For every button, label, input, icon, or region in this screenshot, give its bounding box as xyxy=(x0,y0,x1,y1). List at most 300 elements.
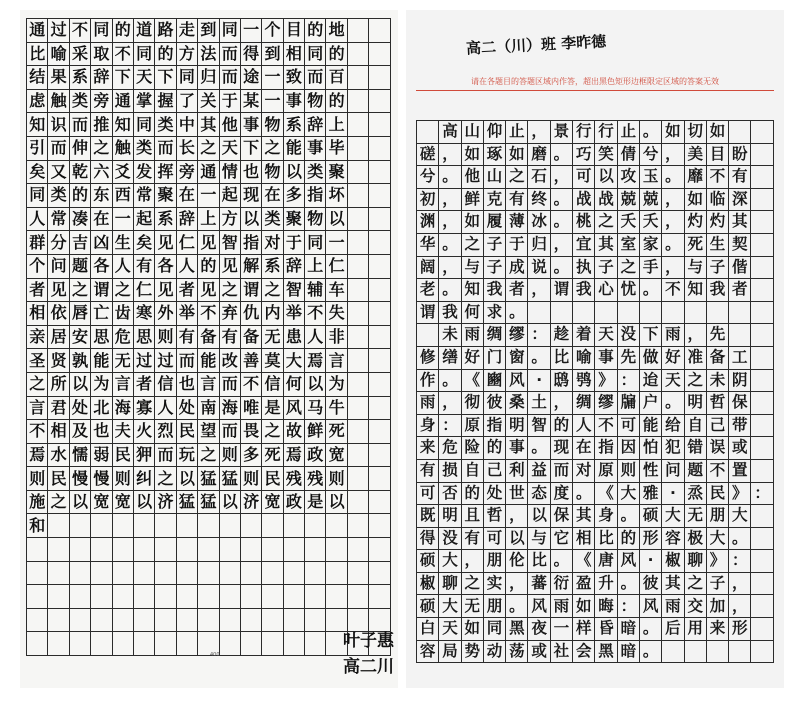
grid-cell: 指 xyxy=(595,437,617,460)
grid-cell: 会 xyxy=(573,641,595,664)
grid-cell: ， xyxy=(439,257,461,280)
grid-cell: 户 xyxy=(640,392,662,415)
grid-cell: ： xyxy=(618,370,640,393)
grid-cell: 相 xyxy=(573,528,595,551)
grid-cell: 见 xyxy=(220,255,241,279)
grid-cell: ， xyxy=(551,234,573,257)
grid-cell xyxy=(91,632,112,656)
grid-cell: 走 xyxy=(177,19,198,43)
grid-cell: 不 xyxy=(241,373,262,397)
grid-cell: 玩 xyxy=(177,444,198,468)
grid-cell xyxy=(220,609,241,633)
grid-cell xyxy=(369,326,390,350)
grid-cell xyxy=(348,491,369,515)
grid-cell: 雨 xyxy=(417,392,439,415)
grid-cell: 聊 xyxy=(685,550,707,573)
grid-cell: 一 xyxy=(198,184,219,208)
grid-cell: 性 xyxy=(640,460,662,483)
grid-cell: 之 xyxy=(262,420,283,444)
grid-cell xyxy=(48,514,69,538)
grid-cell: 一 xyxy=(262,66,283,90)
grid-cell: 同 xyxy=(91,19,112,43)
grid-cell: 见 xyxy=(198,231,219,255)
grid-cell xyxy=(134,632,155,656)
grid-cell: 事 xyxy=(284,90,305,114)
grid-cell: 北 xyxy=(91,397,112,421)
grid-cell: 猛 xyxy=(177,491,198,515)
grid-cell: ， xyxy=(551,166,573,189)
grid-cell xyxy=(27,538,48,562)
grid-cell: 者 xyxy=(177,279,198,303)
grid-cell: 残 xyxy=(284,467,305,491)
grid-cell: 天 xyxy=(595,324,617,347)
grid-cell: 何 xyxy=(284,373,305,397)
grid-cell: ： xyxy=(618,595,640,618)
grid-cell: 车 xyxy=(326,279,347,303)
grid-cell: 盈 xyxy=(573,573,595,596)
grid-cell: ， xyxy=(439,392,461,415)
grid-cell xyxy=(369,585,390,609)
grid-cell: 唐 xyxy=(595,550,617,573)
grid-cell: 大 xyxy=(729,505,751,528)
grid-cell: 致 xyxy=(284,66,305,90)
grid-cell xyxy=(369,255,390,279)
grid-cell xyxy=(155,562,176,586)
grid-cell: 亲 xyxy=(27,326,48,350)
grid-cell: 于 xyxy=(220,90,241,114)
grid-cell xyxy=(27,632,48,656)
grid-cell xyxy=(348,538,369,562)
grid-cell: 法 xyxy=(198,43,219,67)
grid-cell xyxy=(369,184,390,208)
grid-cell: 信 xyxy=(262,373,283,397)
grid-cell xyxy=(262,609,283,633)
grid-cell: 。 xyxy=(528,437,550,460)
grid-cell: 而 xyxy=(177,349,198,373)
grid-cell: 和 xyxy=(27,514,48,538)
grid-cell: 天 xyxy=(220,137,241,161)
grid-cell: 用 xyxy=(685,618,707,641)
grid-cell: 雨 xyxy=(662,324,684,347)
grid-cell: 以 xyxy=(528,505,550,528)
grid-cell xyxy=(348,43,369,67)
grid-cell: 风 xyxy=(284,397,305,421)
grid-cell: 善 xyxy=(241,349,262,373)
grid-cell xyxy=(751,528,773,551)
grid-cell: 有 xyxy=(506,189,528,212)
grid-cell: 事 xyxy=(595,347,617,370)
grid-cell: 渊 xyxy=(417,211,439,234)
grid-cell: 止 xyxy=(506,121,528,144)
grid-cell: 唇 xyxy=(70,302,91,326)
grid-cell: 则 xyxy=(618,460,640,483)
grid-cell: 智 xyxy=(220,231,241,255)
grid-cell: 孰 xyxy=(70,349,91,373)
grid-cell: 则 xyxy=(27,467,48,491)
grid-cell: 下 xyxy=(241,137,262,161)
grid-cell: 比 xyxy=(595,528,617,551)
grid-cell: 猛 xyxy=(220,467,241,491)
grid-cell xyxy=(305,585,326,609)
grid-cell: 与 xyxy=(685,257,707,280)
grid-cell: 白 xyxy=(417,618,439,641)
grid-cell: 之 xyxy=(262,137,283,161)
grid-cell: 伦 xyxy=(506,550,528,573)
grid-cell: 上 xyxy=(305,255,326,279)
grid-cell: 起 xyxy=(220,184,241,208)
grid-cell xyxy=(751,415,773,438)
answer-instruction: 请在各题目的答题区域内作答，超出黑色矩形边框限定区域的答案无效 xyxy=(471,77,719,86)
grid-cell: 着 xyxy=(573,324,595,347)
grid-cell: 自 xyxy=(462,460,484,483)
grid-cell: 题 xyxy=(70,255,91,279)
grid-cell: 如 xyxy=(462,144,484,167)
grid-cell: 明 xyxy=(506,415,528,438)
grid-cell: 于 xyxy=(284,231,305,255)
grid-cell: 结 xyxy=(27,66,48,90)
grid-cell: 知 xyxy=(462,279,484,302)
grid-cell: 磋 xyxy=(417,144,439,167)
grid-cell: 明 xyxy=(439,505,461,528)
grid-cell: 。 xyxy=(551,257,573,280)
grid-cell xyxy=(348,585,369,609)
grid-cell xyxy=(70,632,91,656)
grid-cell: 民 xyxy=(177,420,198,444)
grid-cell: 其 xyxy=(573,505,595,528)
grid-cell xyxy=(241,632,262,656)
grid-cell: ， xyxy=(462,550,484,573)
grid-cell xyxy=(751,279,773,302)
grid-cell: 问 xyxy=(48,255,69,279)
grid-cell: 牛 xyxy=(326,397,347,421)
grid-cell: 狎 xyxy=(134,444,155,468)
grid-cell xyxy=(326,562,347,586)
grid-cell: 则 xyxy=(113,467,134,491)
grid-cell: 误 xyxy=(707,437,729,460)
grid-cell: 危 xyxy=(113,326,134,350)
grid-cell: 极 xyxy=(685,528,707,551)
grid-cell: 系 xyxy=(284,113,305,137)
grid-cell: 》 xyxy=(595,370,617,393)
grid-cell: 了 xyxy=(177,90,198,114)
grid-cell xyxy=(305,514,326,538)
grid-cell: 火 xyxy=(134,420,155,444)
grid-cell: 辅 xyxy=(305,279,326,303)
grid-cell: 济 xyxy=(155,491,176,515)
grid-cell xyxy=(177,538,198,562)
grid-cell: 忧 xyxy=(618,279,640,302)
grid-cell: 大 xyxy=(662,505,684,528)
grid-cell: 者 xyxy=(27,279,48,303)
grid-cell: 过 xyxy=(134,349,155,373)
grid-cell: 而 xyxy=(220,43,241,67)
grid-cell: 。 xyxy=(551,550,573,573)
grid-cell: 聚 xyxy=(326,161,347,185)
grid-cell: ， xyxy=(662,144,684,167)
grid-cell: 寒 xyxy=(134,302,155,326)
grid-cell: 同 xyxy=(134,113,155,137)
grid-cell: 大 xyxy=(707,528,729,551)
grid-cell: ： xyxy=(751,483,773,506)
grid-cell: 以 xyxy=(506,528,528,551)
grid-cell: 中 xyxy=(177,113,198,137)
grid-cell: 保 xyxy=(729,392,751,415)
grid-cell xyxy=(177,609,198,633)
grid-cell: 智 xyxy=(528,415,550,438)
grid-cell xyxy=(113,585,134,609)
grid-cell: 内 xyxy=(262,302,283,326)
grid-cell: 智 xyxy=(284,279,305,303)
grid-cell xyxy=(70,538,91,562)
grid-cell xyxy=(707,302,729,325)
grid-cell: 雨 xyxy=(662,595,684,618)
grid-cell xyxy=(113,538,134,562)
grid-cell: 缪 xyxy=(506,324,528,347)
grid-cell: 各 xyxy=(91,255,112,279)
grid-cell: 而 xyxy=(305,66,326,90)
grid-cell xyxy=(551,302,573,325)
grid-cell: 而 xyxy=(155,444,176,468)
grid-cell xyxy=(751,189,773,212)
grid-cell: 备 xyxy=(707,347,729,370)
grid-cell: ， xyxy=(551,392,573,415)
grid-cell: 在 xyxy=(91,208,112,232)
grid-cell: 个 xyxy=(27,255,48,279)
grid-cell: 谓 xyxy=(551,279,573,302)
grid-cell xyxy=(751,641,773,664)
grid-cell: 的 xyxy=(155,43,176,67)
grid-cell: 常 xyxy=(48,208,69,232)
grid-cell: 形 xyxy=(729,618,751,641)
grid-cell: 没 xyxy=(439,528,461,551)
grid-cell: 民 xyxy=(262,467,283,491)
grid-cell: 焉 xyxy=(305,349,326,373)
grid-cell: 黑 xyxy=(506,618,528,641)
grid-cell: 仁 xyxy=(134,279,155,303)
grid-cell xyxy=(348,231,369,255)
grid-cell: 辞 xyxy=(305,113,326,137)
grid-cell: 百 xyxy=(326,66,347,90)
grid-cell: 加 xyxy=(707,595,729,618)
grid-cell: 其 xyxy=(729,211,751,234)
grid-cell xyxy=(348,397,369,421)
grid-cell: 。 xyxy=(618,505,640,528)
grid-cell: 临 xyxy=(707,189,729,212)
grid-cell xyxy=(284,632,305,656)
grid-cell: 晦 xyxy=(595,595,617,618)
grid-cell: 成 xyxy=(506,257,528,280)
grid-cell: 错 xyxy=(685,437,707,460)
grid-cell: 后 xyxy=(662,618,684,641)
grid-cell: 海 xyxy=(220,397,241,421)
grid-cell: 薄 xyxy=(506,211,528,234)
grid-cell: 患 xyxy=(284,326,305,350)
grid-cell xyxy=(155,632,176,656)
grid-cell xyxy=(91,585,112,609)
grid-cell: 鸱 xyxy=(551,370,573,393)
grid-cell xyxy=(177,632,198,656)
grid-cell: 如 xyxy=(685,189,707,212)
grid-cell xyxy=(220,538,241,562)
grid-cell: 指 xyxy=(305,184,326,208)
grid-cell: 能 xyxy=(640,415,662,438)
grid-cell: 无 xyxy=(685,505,707,528)
grid-cell xyxy=(220,562,241,586)
grid-cell: 或 xyxy=(528,641,550,664)
grid-cell: · xyxy=(662,483,684,506)
grid-cell: 见 xyxy=(155,279,176,303)
right-essay-page xyxy=(406,10,784,688)
grid-cell: 到 xyxy=(262,43,283,67)
grid-cell: ， xyxy=(439,211,461,234)
grid-cell: 备 xyxy=(198,326,219,350)
grid-cell: 门 xyxy=(484,347,506,370)
grid-cell: 谓 xyxy=(241,279,262,303)
grid-cell: 也 xyxy=(91,420,112,444)
grid-cell: 政 xyxy=(305,444,326,468)
grid-cell: 解 xyxy=(241,255,262,279)
grid-cell xyxy=(198,609,219,633)
grid-cell: 大 xyxy=(439,550,461,573)
grid-cell: 彼 xyxy=(484,392,506,415)
grid-cell: 在 xyxy=(262,184,283,208)
grid-cell: 或 xyxy=(729,437,751,460)
grid-cell: 的 xyxy=(198,255,219,279)
grid-cell: 兢 xyxy=(640,189,662,212)
grid-cell: 不 xyxy=(27,420,48,444)
left-writing-grid xyxy=(26,18,391,656)
grid-cell: 缪 xyxy=(595,392,617,415)
grid-cell xyxy=(155,538,176,562)
grid-cell: 及 xyxy=(70,420,91,444)
grid-cell: 如 xyxy=(707,121,729,144)
grid-cell: 之 xyxy=(618,257,640,280)
grid-cell: 现 xyxy=(551,437,573,460)
grid-cell: 而 xyxy=(220,373,241,397)
grid-cell: 类 xyxy=(70,90,91,114)
grid-cell: 自 xyxy=(685,415,707,438)
grid-cell: 灼 xyxy=(707,211,729,234)
grid-cell xyxy=(348,137,369,161)
grid-cell: 兢 xyxy=(618,189,640,212)
grid-cell xyxy=(220,514,241,538)
grid-cell: 己 xyxy=(484,460,506,483)
grid-cell: 朋 xyxy=(484,550,506,573)
grid-cell: 保 xyxy=(551,505,573,528)
grid-cell: 如 xyxy=(506,144,528,167)
grid-cell: 哲 xyxy=(707,392,729,415)
grid-cell: 一 xyxy=(113,208,134,232)
grid-cell xyxy=(348,514,369,538)
grid-cell xyxy=(751,392,773,415)
grid-cell: 比 xyxy=(528,550,550,573)
grid-cell: 有 xyxy=(462,528,484,551)
grid-cell xyxy=(348,184,369,208)
grid-cell: 有 xyxy=(134,255,155,279)
grid-cell xyxy=(417,324,439,347)
grid-cell: 。 xyxy=(551,189,573,212)
grid-cell: 是 xyxy=(305,491,326,515)
grid-cell: 深 xyxy=(729,189,751,212)
grid-cell: 则 xyxy=(326,467,347,491)
grid-cell xyxy=(134,538,155,562)
grid-cell: 君 xyxy=(48,397,69,421)
grid-cell xyxy=(369,302,390,326)
grid-cell xyxy=(662,302,684,325)
grid-cell: 之 xyxy=(506,166,528,189)
grid-cell xyxy=(284,562,305,586)
grid-cell: 是 xyxy=(262,397,283,421)
grid-cell: 举 xyxy=(284,302,305,326)
grid-cell: 我 xyxy=(439,302,461,325)
grid-cell: 老 xyxy=(417,279,439,302)
grid-cell: 之 xyxy=(462,573,484,596)
grid-cell: 烝 xyxy=(685,483,707,506)
grid-cell: 识 xyxy=(48,113,69,137)
grid-cell xyxy=(369,161,390,185)
grid-cell: 险 xyxy=(462,437,484,460)
grid-cell: ： xyxy=(528,324,550,347)
grid-cell xyxy=(48,585,69,609)
signature-class: 高二川 xyxy=(343,657,394,677)
grid-cell: 谓 xyxy=(91,279,112,303)
grid-cell: 仰 xyxy=(484,121,506,144)
grid-cell xyxy=(177,514,198,538)
grid-cell xyxy=(729,121,751,144)
grid-cell: 处 xyxy=(484,483,506,506)
grid-cell: 同 xyxy=(220,19,241,43)
grid-cell: 没 xyxy=(618,324,640,347)
grid-cell xyxy=(751,324,773,347)
grid-cell: 非 xyxy=(326,326,347,350)
grid-cell: 海 xyxy=(113,397,134,421)
grid-cell: 以 xyxy=(220,491,241,515)
grid-cell: 》 xyxy=(707,550,729,573)
grid-cell: 。 xyxy=(551,211,573,234)
grid-cell: 的 xyxy=(484,437,506,460)
grid-cell: 的 xyxy=(70,184,91,208)
grid-cell: 通 xyxy=(198,161,219,185)
grid-cell: 西 xyxy=(113,184,134,208)
grid-cell: 在 xyxy=(177,184,198,208)
grid-cell: 切 xyxy=(685,121,707,144)
grid-cell: 。 xyxy=(439,166,461,189)
grid-cell: 原 xyxy=(462,415,484,438)
grid-cell: 施 xyxy=(27,491,48,515)
grid-cell: 之 xyxy=(198,137,219,161)
grid-cell: 对 xyxy=(573,460,595,483)
grid-cell: 民 xyxy=(48,467,69,491)
grid-cell: 好 xyxy=(662,347,684,370)
grid-cell: 手 xyxy=(640,257,662,280)
grid-cell: 且 xyxy=(462,505,484,528)
grid-cell xyxy=(369,420,390,444)
grid-cell: 石 xyxy=(528,166,550,189)
grid-cell xyxy=(751,166,773,189)
grid-cell xyxy=(262,562,283,586)
grid-cell: 而 xyxy=(48,137,69,161)
grid-cell: 桃 xyxy=(573,211,595,234)
grid-cell xyxy=(220,585,241,609)
grid-cell xyxy=(369,562,390,586)
grid-cell: 物 xyxy=(262,113,283,137)
grid-cell: 之 xyxy=(48,491,69,515)
grid-cell xyxy=(751,437,773,460)
grid-cell: 如 xyxy=(462,211,484,234)
grid-cell xyxy=(27,562,48,586)
grid-cell: 途 xyxy=(241,66,262,90)
grid-cell: 喻 xyxy=(48,43,69,67)
